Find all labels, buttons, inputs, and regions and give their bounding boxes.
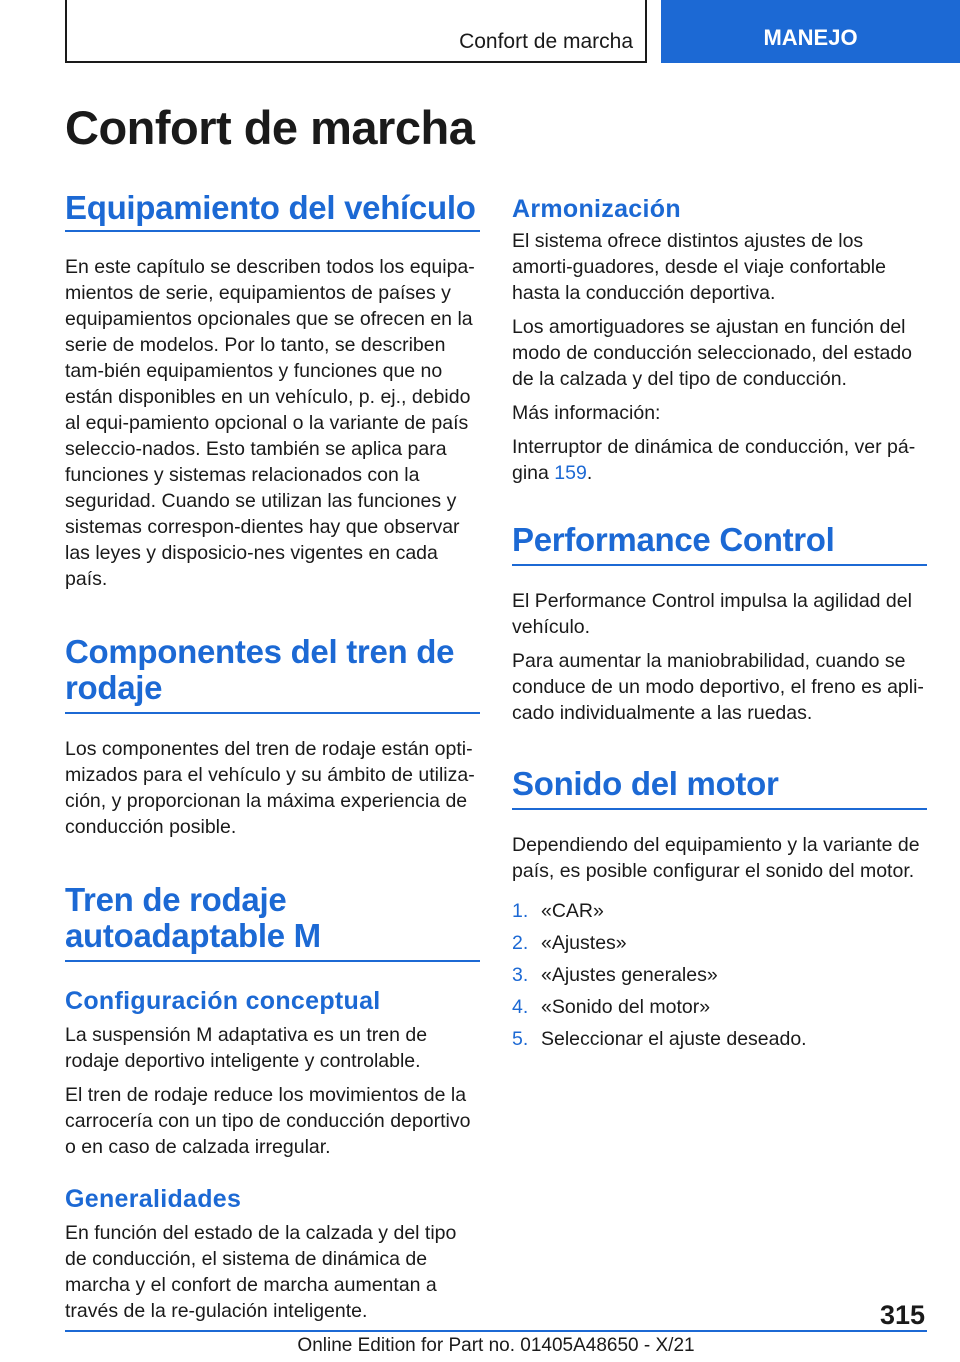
step-number: 2. — [512, 932, 529, 954]
reference-end: . — [586, 462, 593, 484]
paragraph-armonizacion-4 — [512, 434, 927, 486]
left-column — [65, 190, 480, 1324]
list-item — [512, 930, 927, 956]
step-number: 1. — [512, 900, 529, 922]
step-text: «CAR» — [541, 900, 604, 922]
right-column — [512, 190, 927, 1058]
subsection-title-configuracion: Configuración conceptual — [65, 987, 381, 1015]
paragraph-armonizacion-2: Los amortiguadores se ajustan en función del modo de conducción seleccionado, del estado de la calzada y del tipo de conducción. — [512, 316, 913, 390]
step-text: «Ajustes generales» — [541, 964, 718, 986]
footer-edition: Online Edition for Part no. 01405A48650 - X/21 — [297, 1335, 695, 1356]
header-section-title: Confort de marcha — [459, 30, 633, 53]
list-item — [512, 898, 927, 924]
step-number: 5. — [512, 1028, 529, 1050]
step-number: 3. — [512, 964, 529, 986]
list-item — [512, 962, 927, 988]
section-title-sonido: Sonido del motor — [512, 766, 927, 810]
list-item — [512, 994, 927, 1020]
paragraph-performance-2: Para aumentar la maniobrabilidad, cuando se conduce de un modo deportivo, el freno es apli-cado individualmente a las ruedas. — [512, 650, 924, 724]
paragraph-equipamiento: En este capítulo se describen todos los equipa-mientos de serie, equipamientos de países y equipamientos opcionales que se ofrecen en la serie de modelos. Por lo tanto, se describen tam-bién equipamientos y funciones que no están disponibles en un vehículo, p. ej., debido al equi-pamiento opcional o la variante de país seleccio-nados. Esto también se aplica para funciones y sistemas relacionados con la seguridad. Cuando se utilizan las funciones y sistemas correspon-dientes hay que observar las leyes y disposicio-nes vigentes en cada país. — [65, 256, 475, 590]
section-title-tren-autoadaptable: Tren de rodaje autoadaptable M — [65, 882, 480, 962]
header-section-box — [65, 0, 647, 63]
subsection-title-armonizacion: Armonización — [512, 195, 681, 223]
chapter-tab: MANEJO — [661, 0, 960, 63]
list-item — [512, 1026, 927, 1052]
step-text: «Sonido del motor» — [541, 996, 711, 1018]
paragraph-performance-1: El Performance Control impulsa la agilidad del vehículo. — [512, 590, 912, 638]
paragraph-componentes: Los componentes del tren de rodaje están opti-mizados para el vehículo y su ámbito de utiliza-ción, y proporcionan la máxima experiencia de conducción posible. — [65, 738, 475, 838]
step-text: Seleccionar el ajuste deseado. — [541, 1028, 807, 1050]
footer-divider — [65, 1330, 927, 1332]
step-number: 4. — [512, 996, 529, 1018]
reference-text: Interruptor de dinámica de conducción, ver pá-gina — [512, 436, 916, 484]
step-text: «Ajustes» — [541, 932, 627, 954]
paragraph-generalidades: En función del estado de la calzada y del tipo de conducción, el sistema de dinámica de marcha y el confort de marcha aumentan a través de la re-gulación inteligente. — [65, 1222, 457, 1322]
paragraph-configuracion-2: El tren de rodaje reduce los movimientos de la carrocería con un tipo de conducción deportivo o en caso de calzada irregular. — [65, 1084, 471, 1158]
paragraph-armonizacion-1: El sistema ofrece distintos ajustes de los amorti-guadores, desde el viaje confortable hasta la conducción deportiva. — [512, 230, 886, 304]
paragraph-sonido: Dependiendo del equipamiento y la variante de país, es posible configurar el sonido del motor. — [512, 834, 920, 882]
section-title-componentes: Componentes del tren de rodaje — [65, 634, 480, 714]
paragraph-armonizacion-3: Más información: — [512, 402, 661, 424]
subsection-title-generalidades: Generalidades — [65, 1185, 242, 1213]
paragraph-configuracion-1: La suspensión M adaptativa es un tren de rodaje deportivo inteligente y controlable. — [65, 1024, 428, 1072]
steps-list — [512, 898, 927, 1052]
page-number: 315 — [880, 1300, 926, 1330]
page-reference-link[interactable]: 159 — [554, 462, 587, 484]
section-title-performance: Performance Control — [512, 522, 927, 566]
section-title-equipamiento: Equipamiento del vehículo — [65, 190, 480, 232]
page-title: Confort de marcha — [65, 101, 475, 154]
